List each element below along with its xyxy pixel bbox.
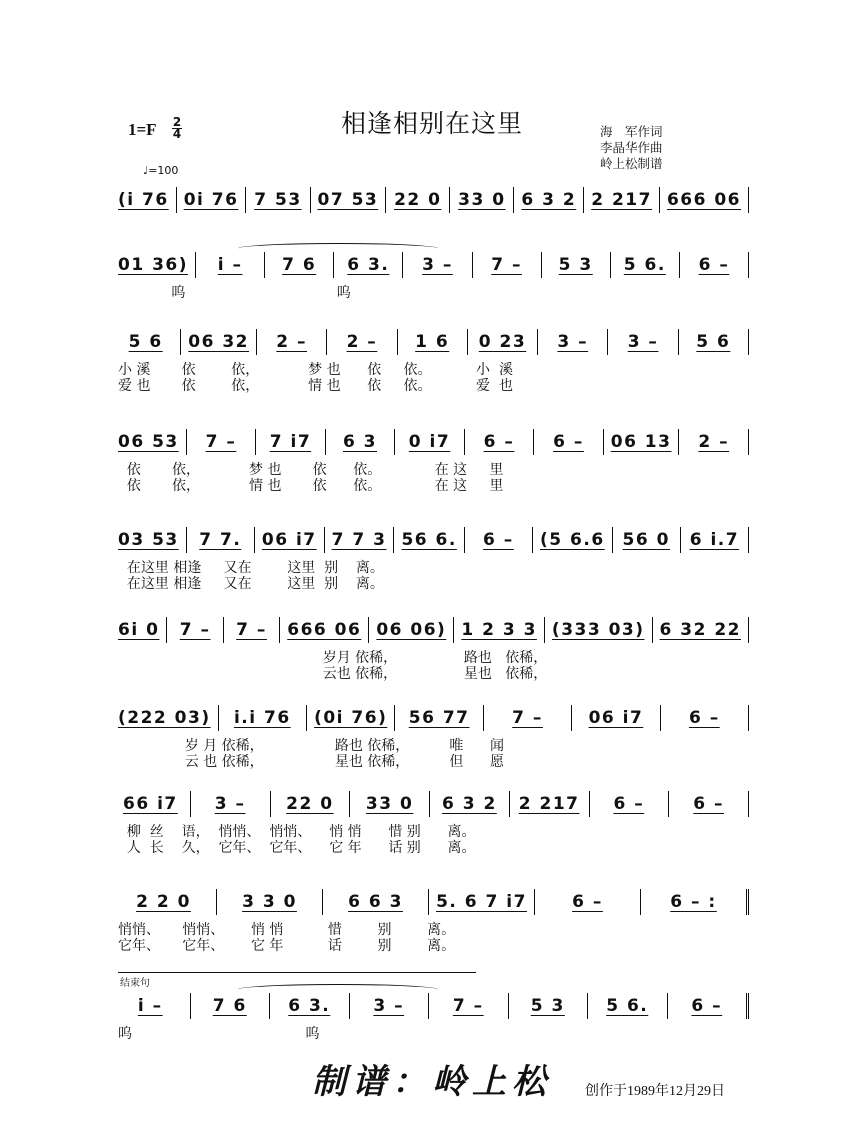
measure: 06 13: [610, 432, 672, 452]
measure: 6 i.7: [689, 530, 740, 550]
bar-line: [571, 705, 572, 731]
slur-mark: [238, 243, 438, 254]
measure: 2 –: [276, 332, 308, 352]
measure: 22 0: [394, 190, 442, 210]
measure: 6 6 3: [348, 892, 403, 912]
bar-line: [748, 187, 749, 213]
bar-line: [385, 187, 386, 213]
bar-line: [333, 252, 334, 278]
bar-line: [532, 527, 533, 553]
measure: 6 3: [342, 432, 378, 452]
bar-line: [748, 617, 749, 643]
measure: 6 – :: [670, 892, 717, 912]
measure: 33 0: [458, 190, 506, 210]
bar-line: [679, 252, 680, 278]
bar-line: [166, 617, 167, 643]
measure: 06 06): [376, 620, 447, 640]
measure: 6 3 2: [521, 190, 577, 210]
bar-line: [612, 527, 613, 553]
bar-line: [748, 429, 749, 455]
measure: 66 i7: [123, 794, 178, 814]
measure: 7 6: [212, 996, 247, 1016]
notation-line: [118, 618, 756, 642]
measure: i –: [137, 996, 163, 1016]
song-title: 相逢相别在这里: [340, 109, 523, 138]
measure: 6i 0: [118, 620, 160, 640]
bar-line: [429, 791, 430, 817]
lyric-line-2: 依 依， 情 也 依 依。 在 这 里: [118, 478, 504, 494]
bar-line: [393, 527, 394, 553]
bar-line: [587, 993, 588, 1019]
bar-line: [603, 429, 604, 455]
bar-line: [254, 527, 255, 553]
bar-line: [428, 889, 429, 915]
score-row: [118, 792, 756, 856]
measure: 7 i7: [269, 432, 312, 452]
measure: 6 3 2: [441, 794, 497, 814]
bar-line: [218, 705, 219, 731]
measure: 1 2 3 3: [461, 620, 537, 640]
bar-line: [310, 187, 311, 213]
measure: (i 76: [118, 190, 169, 210]
bar-line: [660, 705, 661, 731]
notation-line: [118, 890, 756, 914]
bar-line: [467, 329, 468, 355]
lyric-line-2: 它年、 它年、 它 年 话 别 离。: [118, 938, 456, 954]
slur-mark: [238, 984, 438, 995]
measure: (5 6.6: [540, 530, 605, 550]
measure: 6 3.: [347, 255, 390, 275]
bar-line: [324, 527, 325, 553]
measure: 06 53: [118, 432, 179, 452]
bar-line: [748, 705, 749, 731]
measure: 0i 76: [183, 190, 239, 210]
measure: 1 6: [415, 332, 450, 352]
composer-credit: 李晶华作曲: [600, 140, 663, 155]
lyric-line-1: 呜 呜: [118, 1026, 320, 1042]
bar-line: [349, 791, 350, 817]
measure: (333 03): [551, 620, 645, 640]
lyricist-credit: 海 军作词: [600, 124, 663, 139]
measure: 2 2 0: [136, 892, 191, 912]
bar-line: [472, 252, 473, 278]
lyric-line-1: 小 溪 依 依， 梦 也 依 依。 小 溪: [118, 362, 513, 378]
score-row: [118, 188, 756, 248]
measure: 3 3 0: [242, 892, 297, 912]
measure: 56 0: [622, 530, 670, 550]
measure: 7 –: [205, 432, 237, 452]
bar-line: [255, 429, 256, 455]
measure: 06 i7: [588, 708, 644, 728]
bar-line: [668, 791, 669, 817]
measure: 7 –: [491, 255, 522, 275]
bar-line: [195, 252, 196, 278]
bar-line: [306, 705, 307, 731]
bar-line: [322, 889, 323, 915]
lyric-line-2: 人 长 久， 它年、 它年、 它 年 话 别 离。: [118, 840, 476, 856]
bar-line: [449, 187, 450, 213]
notation-line: [118, 188, 756, 212]
measure: 6 –: [572, 892, 603, 912]
lyric-line-1: 在这里 相逢 又在 这里 别 离。: [118, 560, 384, 576]
measure: 22 0: [286, 794, 334, 814]
bar-line: [652, 617, 653, 643]
lyric-line-1: 岁 月 依稀， 路也 依稀， 唯 闻: [118, 738, 505, 754]
score-row: [118, 618, 756, 682]
bar-line: [748, 527, 749, 553]
measure: 666 06: [287, 620, 362, 640]
measure: 6 3.: [288, 996, 331, 1016]
measure: 5 3: [558, 255, 593, 275]
lyric-line-1: 依 依， 梦 也 依 依。 在 这 里: [118, 462, 504, 478]
bar-line: [270, 791, 271, 817]
transcriber-credit: 岭上松制谱: [600, 156, 663, 171]
bar-line: [464, 527, 465, 553]
bar-line: [544, 617, 545, 643]
bar-line: [589, 791, 590, 817]
measure: 7 7 3: [331, 530, 387, 550]
bar-line: [176, 187, 177, 213]
ending-bracket: [118, 972, 476, 973]
measure: i.i 76: [233, 708, 291, 728]
bar-line: [537, 329, 538, 355]
composition-date: 创作于1989年12月29日: [585, 1084, 725, 1099]
measure: 6 –: [688, 708, 720, 728]
measure: 6 –: [693, 794, 724, 814]
measure: 5 6: [128, 332, 163, 352]
bar-line: [509, 791, 510, 817]
credits: [600, 124, 663, 172]
lyric-line-1: 呜 呜: [118, 285, 351, 301]
bar-line: [680, 527, 681, 553]
measure: 666 06: [666, 190, 742, 210]
bar-line: [256, 329, 257, 355]
measure: 2 217: [591, 190, 652, 210]
lyric-line-2: [118, 301, 756, 318]
measure: 01 36): [118, 255, 189, 275]
notation-line: [118, 430, 756, 454]
measure: 06 i7: [261, 530, 317, 550]
bar-line: [464, 429, 465, 455]
measure: 5 6.: [623, 255, 666, 275]
lyric-line-1: 悄悄、 悄悄、 悄 悄 惜 别 离。: [118, 922, 456, 938]
bar-line: [186, 429, 187, 455]
bar-line: [402, 252, 403, 278]
lyric-line-1: 岁月 依稀， 路也 依稀，: [118, 650, 548, 666]
measure: 6 –: [553, 432, 584, 452]
measure: 7 6: [282, 255, 317, 275]
measure: 56 6.: [401, 530, 457, 550]
bar-line: [534, 889, 535, 915]
transcriber-signature: 制谱：岭上松: [312, 1062, 552, 1102]
measure: 3 –: [627, 332, 659, 352]
measure: 7 –: [512, 708, 543, 728]
bar-line: [513, 187, 514, 213]
measure: 2 –: [346, 332, 378, 352]
measure: (0i 76): [314, 708, 388, 728]
notation-line: [118, 330, 756, 354]
score-row: [118, 253, 756, 313]
measure: 6 –: [698, 255, 730, 275]
measure: 56 77: [408, 708, 470, 728]
lyric-line-2: 云 也 依稀， 星也 依稀， 但 愿: [118, 754, 505, 770]
measure: 3 –: [373, 996, 405, 1016]
measure: 7 53: [254, 190, 302, 210]
measure: 07 53: [317, 190, 379, 210]
measure: 7 –: [236, 620, 267, 640]
bar-line: [748, 329, 749, 355]
bar-line: [264, 252, 265, 278]
notation-line: [118, 528, 756, 552]
bar-line: [269, 993, 270, 1019]
time-sig-bottom: 4: [172, 127, 182, 141]
measure: 2 217: [518, 794, 580, 814]
bar-line: [748, 791, 749, 817]
measure: 0 i7: [408, 432, 451, 452]
lyric-line-2: 云也 依稀， 星也 依稀，: [118, 666, 548, 682]
score-row: [118, 706, 756, 770]
bar-line: [186, 527, 187, 553]
bar-line: [223, 617, 224, 643]
measure: (222 03): [118, 708, 211, 728]
measure: 33 0: [365, 794, 414, 814]
measure: 7 7.: [199, 530, 242, 550]
bar-line: [349, 993, 350, 1019]
bar-line: [610, 252, 611, 278]
bar-line: [394, 705, 395, 731]
measure: 3 –: [422, 255, 453, 275]
key-signature: 1=F: [128, 120, 157, 139]
measure: 5 6: [696, 332, 731, 352]
time-sig-top: 2: [172, 115, 182, 129]
bar-line: [245, 187, 246, 213]
bar-line: [746, 889, 749, 915]
bar-line: [533, 429, 534, 455]
notation-line: [118, 706, 756, 730]
measure: 6 –: [691, 996, 723, 1016]
measure: i –: [217, 255, 243, 275]
bar-line: [508, 993, 509, 1019]
score-row: [118, 330, 756, 394]
bar-line: [279, 617, 280, 643]
bar-line: [190, 993, 191, 1019]
bar-line: [541, 252, 542, 278]
lyric-line-2: 在这里 相逢 又在 这里 别 离。: [118, 576, 384, 592]
bar-line: [326, 329, 327, 355]
bar-line: [325, 429, 326, 455]
bar-line: [397, 329, 398, 355]
measure: 5 3: [530, 996, 565, 1016]
notation-line: [118, 792, 756, 816]
measure: 7 –: [179, 620, 211, 640]
score-row: [118, 430, 756, 494]
time-signature: [172, 117, 182, 140]
bar-line: [180, 329, 181, 355]
bar-line: [746, 993, 749, 1019]
tempo-marking: ♩=100: [143, 164, 179, 177]
bar-line: [190, 791, 191, 817]
bar-line: [748, 252, 749, 278]
measure: 5 6.: [606, 996, 649, 1016]
measure: 0 23: [478, 332, 527, 352]
lyric-line-1: [118, 220, 756, 237]
measure: 5. 6 7 i7: [436, 892, 527, 912]
measure: 7 –: [452, 996, 484, 1016]
notation-line: [118, 994, 756, 1018]
bar-line: [394, 429, 395, 455]
bar-line: [453, 617, 454, 643]
bar-line: [678, 429, 679, 455]
lyric-line-1: 柳 丝 语， 悄悄、 悄悄、 悄 悄 惜 别 离。: [118, 824, 476, 840]
bar-line: [678, 329, 679, 355]
bar-line: [368, 617, 369, 643]
measure: 6 32 22: [659, 620, 742, 640]
bar-line: [428, 993, 429, 1019]
bar-line: [583, 187, 584, 213]
measure: 2 –: [698, 432, 730, 452]
bar-line: [659, 187, 660, 213]
measure: 6 –: [483, 530, 514, 550]
score-row: [118, 528, 756, 592]
measure: 06 32: [188, 332, 250, 352]
bar-line: [667, 993, 668, 1019]
score-row: [118, 994, 756, 1054]
bar-line: [640, 889, 641, 915]
score-row: [118, 890, 756, 954]
lyric-line-2: 爱 也 依 依， 情 也 依 依。 爱 也: [118, 378, 513, 394]
notation-line: [118, 253, 756, 277]
measure: 6 –: [613, 794, 645, 814]
measure: 6 –: [483, 432, 515, 452]
bar-line: [216, 889, 217, 915]
measure: 3 –: [214, 794, 246, 814]
measure: 3 –: [557, 332, 589, 352]
ending-label: 结束句: [120, 978, 150, 989]
bar-line: [483, 705, 484, 731]
bar-line: [607, 329, 608, 355]
measure: 03 53: [118, 530, 179, 550]
